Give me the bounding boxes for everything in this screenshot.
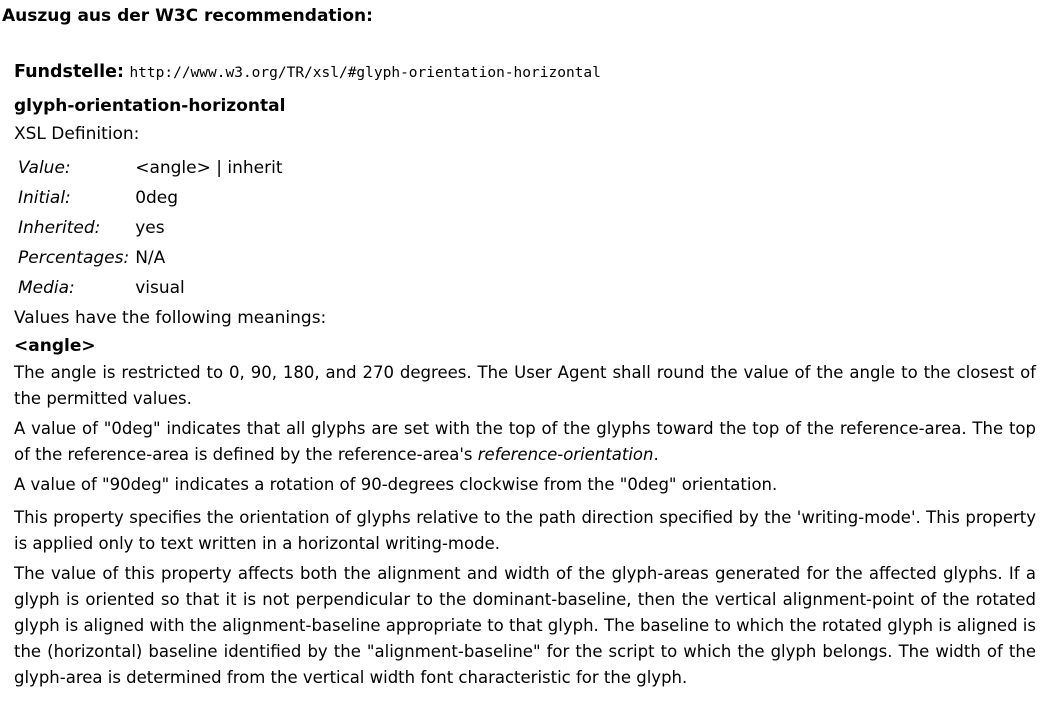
definition-value: <angle> | inherit [135, 158, 283, 178]
definition-key: Inherited: [18, 218, 101, 238]
angle-paragraph-3: A value of "90deg" indicates a rotation of 90-degrees clockwise from the "0deg" orientation. [14, 475, 778, 494]
property-name: glyph-orientation-horizontal [14, 96, 286, 116]
definition-value: N/A [135, 248, 166, 268]
meanings-intro: Values have the following meanings: [14, 308, 327, 328]
definition-row [16, 243, 285, 273]
definition-value: 0deg [135, 188, 179, 208]
definition-row [16, 273, 285, 303]
description-paragraph-2: The value of this property affects both the alignment and width of the glyph-areas generated for the affected glyphs. If a glyph is oriented so that it is not perpendicular to the dominant-baseline, then the vertical alignment-point of the rotated glyph is aligned with the alignment-baseline appropriate to that glyph. The baseline to which the rotated glyph is aligned is the (horizontal) baseline identified by the "alignment-baseline" for the script to which the glyph belongs. The width of the glyph-area is determined from the vertical width font characteristic for the glyph. [14, 564, 1036, 687]
definition-title: XSL Definition: [14, 124, 140, 144]
reference-orientation-term: reference-orientation [477, 445, 654, 464]
definition-value: yes [135, 218, 165, 238]
value-term: <angle> [14, 336, 96, 356]
angle-paragraph-2 [14, 416, 1036, 468]
definition-table [16, 153, 285, 303]
recommendation-excerpt [14, 58, 1036, 691]
definition-key: Initial: [18, 188, 71, 208]
definition-key: Percentages: [18, 248, 130, 268]
angle-paragraph-2-text: A value of "0deg" indicates that all glyphs are set with the top of the glyphs toward the top of the reference-area. The top of the reference-area is defined by the reference-area's [14, 419, 1036, 464]
source-reference [14, 58, 1036, 86]
definition-key: Value: [18, 158, 71, 178]
page-heading: Auszug aus der W3C recommendation: [2, 6, 373, 26]
definition-row [16, 213, 285, 243]
description-paragraph-1: This property specifies the orientation of glyphs relative to the path direction specified by the 'writing-mode'. This property is applied only to text written in a horizontal writing-mode. [14, 508, 1036, 553]
definition-row [16, 183, 285, 213]
angle-paragraph-2-end: . [653, 445, 659, 464]
definition-key: Media: [18, 278, 75, 298]
source-label: Fundstelle: [14, 62, 125, 82]
angle-paragraph-1: The angle is restricted to 0, 90, 180, and 270 degrees. The User Agent shall round the value of the angle to the closest of the permitted values. [14, 363, 1036, 408]
definition-row [16, 153, 285, 183]
source-url: http://www.w3.org/TR/xsl/#glyph-orientation-horizontal [129, 65, 601, 81]
definition-value: visual [135, 278, 185, 298]
